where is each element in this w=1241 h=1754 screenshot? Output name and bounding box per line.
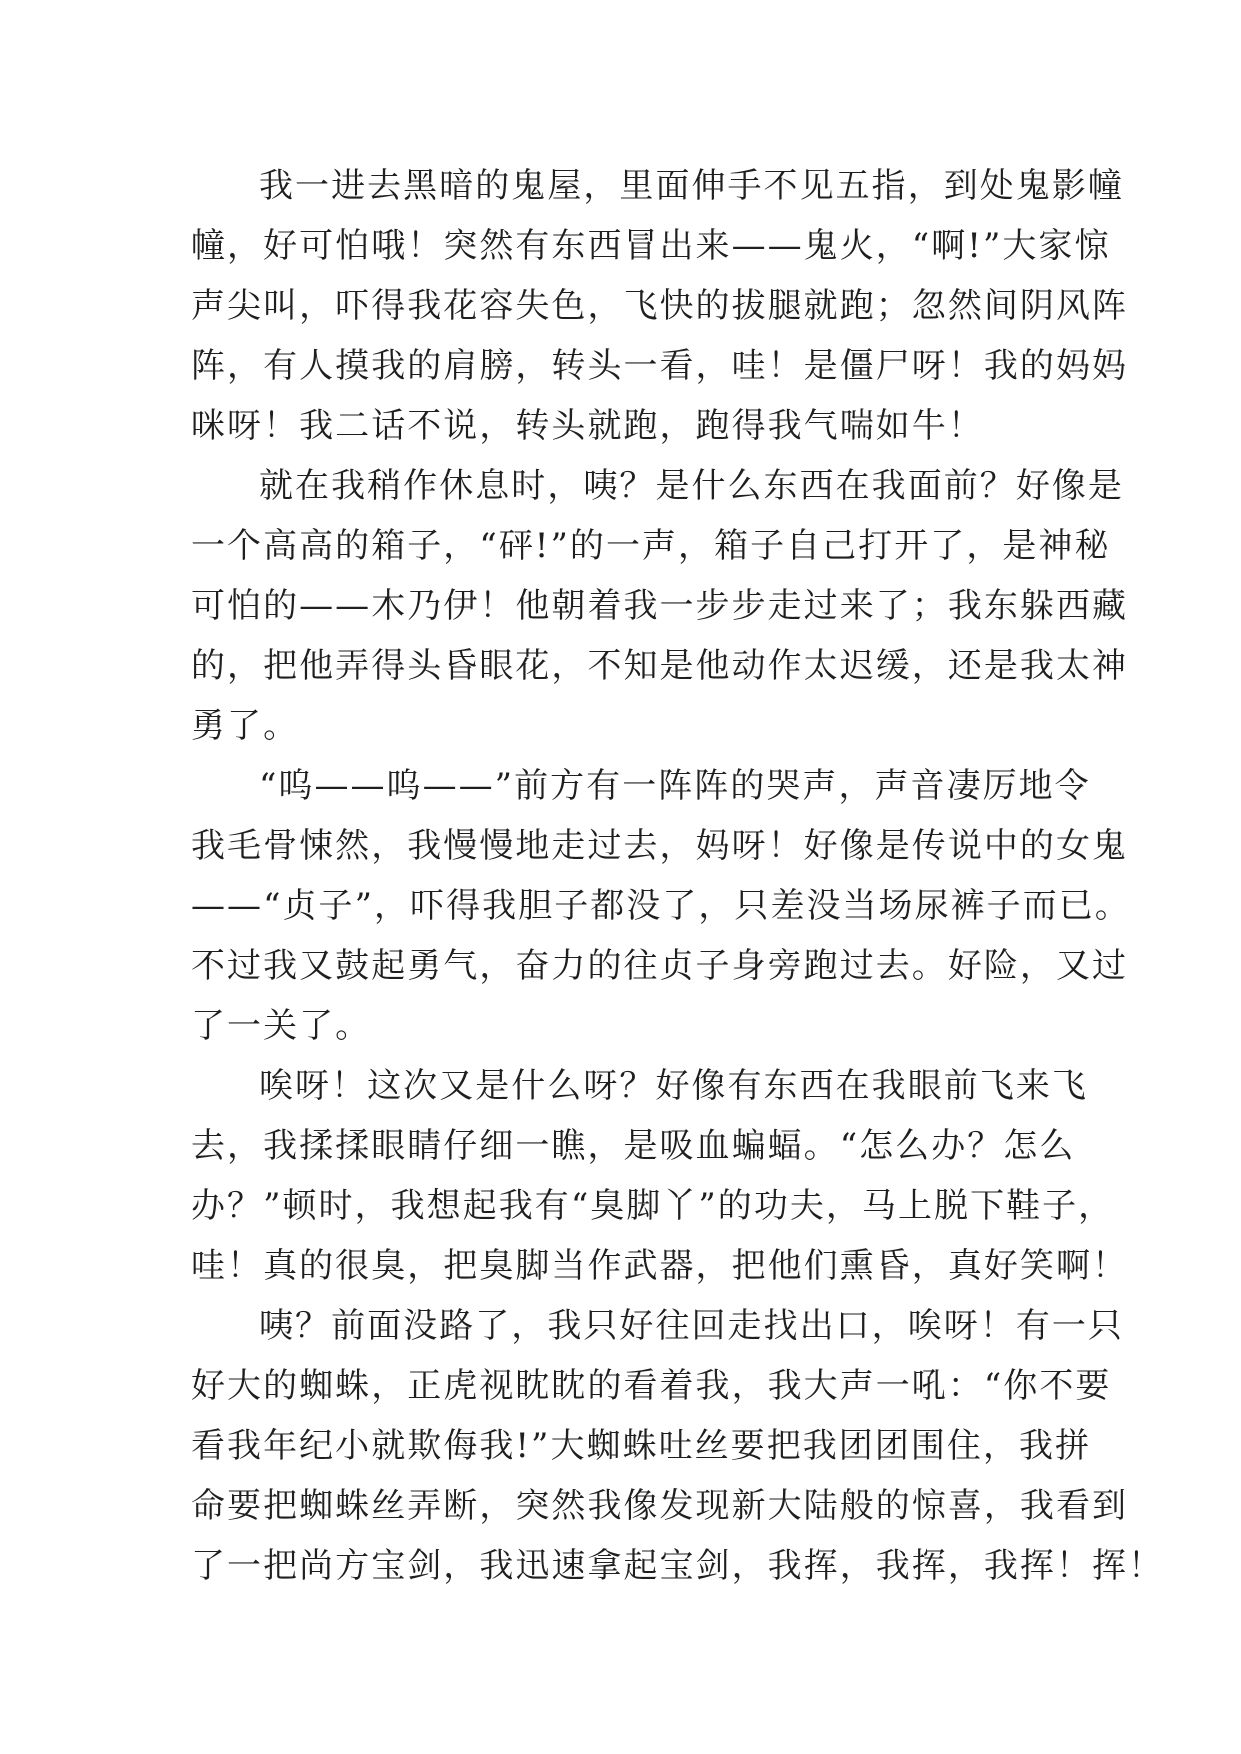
paragraph-3: [191, 756, 1131, 1056]
text-line: 一个高高的箱子，“砰!”的一声，箱子自己打开了，是神秘: [191, 526, 1111, 566]
paragraph-5: [191, 1296, 1165, 1596]
text-line: 哇！真的很臭，把臭脚当作武器，把他们熏昏，真好笑啊！: [191, 1246, 1129, 1286]
text-line: 勇了。: [191, 706, 300, 746]
text-line: 可怕的——木乃伊！他朝着我一步步走过来了；我东躲西藏: [191, 586, 1129, 626]
paragraph-4: [191, 1056, 1129, 1296]
text-line: 去，我揉揉眼睛仔细一瞧，是吸血蝙蝠。“怎么办？怎么: [191, 1126, 1076, 1166]
text-line: 唉呀！这次又是什么呀？好像有东西在我眼前飞来飞: [259, 1066, 1088, 1106]
paragraph-1: [191, 156, 1129, 456]
text-line: 咦？前面没路了，我只好往回走找出口，唉呀！有一只: [259, 1306, 1124, 1346]
text-line: 好大的蜘蛛，正虎视眈眈的看着我，我大声一吼：“你不要: [191, 1366, 1112, 1406]
text-line: 了一关了。: [191, 1006, 372, 1046]
text-line: 幢，好可怕哦！突然有东西冒出来——鬼火，“啊!”大家惊: [191, 226, 1111, 266]
text-line: “呜——呜——”前方有一阵阵的哭声，声音凄厉地令: [259, 766, 1091, 806]
text-line: 就在我稍作休息时，咦？是什么东西在我面前？好像是: [259, 466, 1124, 506]
text-line: 咪呀！我二话不说，转头就跑，跑得我气喘如牛！: [191, 406, 984, 446]
text-line: 我毛骨悚然，我慢慢地走过去，妈呀！好像是传说中的女鬼: [191, 826, 1129, 866]
text-line: 看我年纪小就欺侮我!”大蜘蛛吐丝要把我团团围住，我拼: [191, 1426, 1092, 1466]
text-line: ——“贞子”，吓得我胆子都没了，只差没当场尿裤子而已。: [191, 886, 1131, 926]
text-line: 命要把蜘蛛丝弄断，突然我像发现新大陆般的惊喜，我看到: [191, 1486, 1129, 1526]
text-line: 阵，有人摸我的肩膀，转头一看，哇！是僵尸呀！我的妈妈: [191, 346, 1129, 386]
text-line: 我一进去黑暗的鬼屋，里面伸手不见五指，到处鬼影幢: [259, 166, 1124, 206]
paragraph-2: [191, 456, 1129, 756]
text-line: 声尖叫，吓得我花容失色，飞快的拔腿就跑；忽然间阴风阵: [191, 286, 1129, 326]
text-line: 办？”顿时，我想起我有“臭脚丫”的功夫，马上脱下鞋子，: [191, 1186, 1115, 1226]
text-line: 不过我又鼓起勇气，奋力的往贞子身旁跑过去。好险，又过: [191, 946, 1129, 986]
text-line: 了一把尚方宝剑，我迅速拿起宝剑，我挥，我挥，我挥！挥！: [191, 1546, 1165, 1586]
text-line: 的，把他弄得头昏眼花，不知是他动作太迟缓，还是我太神: [191, 646, 1129, 686]
document-body: [191, 156, 1165, 1596]
